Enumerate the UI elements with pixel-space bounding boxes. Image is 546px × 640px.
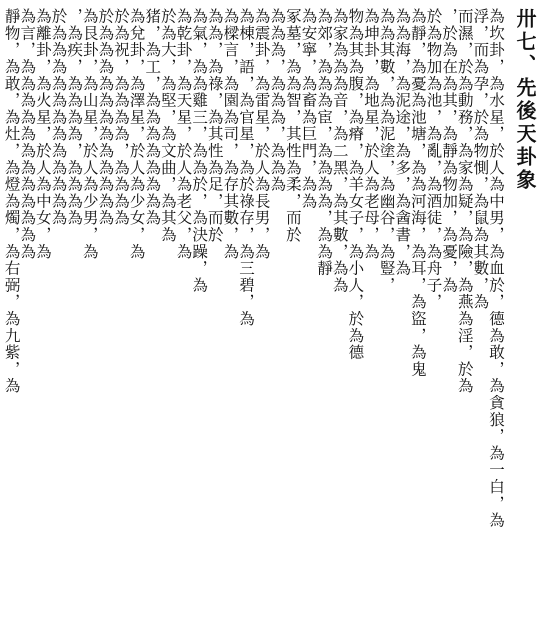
text-column: 為艮卦，為山星，於人為少男，為 (80, 8, 99, 260)
text-column: 於為為為為為為為為為為為為 (96, 8, 115, 227)
text-column: 物為其為腹，為瘠，為羊女子，為小人，於為德 (346, 8, 365, 361)
vertical-text-body (2, 8, 506, 636)
text-column: 為安寧，為畜為巨門，為為 (299, 8, 318, 210)
text-column: 為乾卦，為天星，於人為老父，為 (174, 8, 193, 260)
text-column: 為坎卦，為水星，於人為中男，為血於，德為敢，為貪狼，為一白，為 (487, 8, 505, 529)
text-column: 於為大，為堅，為文曲，為其為 (158, 8, 177, 244)
text-column: 為棟，語，為官星，為於祿存，為三碧，為 (237, 8, 255, 328)
text-column: 於為為為為為為為為為為為為 (49, 8, 68, 227)
text-column: 為為，為祿，為其性為足，而於 (205, 8, 224, 244)
text-column: 為坤卦，為地星，於人為老母，為 (362, 8, 380, 260)
text-column: 冢墓，為為智，其性為柔，而於 (283, 8, 302, 244)
page-title: 卅七、先後天卦象 (513, 8, 537, 192)
text-column: 於為祝，為為為為，為為為為 (112, 8, 130, 227)
text-column: 為兌卦，為澤星，於人為少女，為 (127, 8, 146, 260)
text-column: 為為海，為泥途，為多，為酓書，為 (393, 8, 412, 277)
text-column: 猪，為工，為為為為為為為為 (143, 8, 162, 227)
text-column: 靜物，為敢，為灶，為燈為燭，為右弼，為九紫，為 (2, 8, 21, 395)
text-column: 為氣，為為雞三，為為於，為決躁，為 (190, 8, 209, 294)
text-column: 為家為為為音，為二黑，為其數，為為 (330, 8, 349, 294)
text-column: 為為其數，為為泥塗，為幽谷，為豎， (377, 8, 396, 294)
text-column: ，於為在為其，為靜為物加，為憂，為 (440, 8, 459, 294)
text-column: 為震卦，為雷星，於人為長男，為 (252, 8, 271, 260)
text-column: 為為為，為為為，為為為 (268, 8, 287, 193)
text-column: 為郊，為為為宦，為為為為，為為靜 (315, 8, 334, 277)
text-column: ，為疾，為為為為，為為為為 (65, 8, 84, 227)
text-column: 為離卦，為火星，於人為中女，為 (33, 8, 52, 260)
text-column: 為言，為為為為為為為為為為為為 (18, 8, 37, 260)
text-column: 而濕，於為動務，為家為疑，為險，為燕為淫，於為 (455, 8, 474, 395)
text-column: 為靜，為憂為池塘，為為河海，為耳，為盜，為鬼 (408, 8, 427, 378)
text-column: 浮，而為孕，於為物惻，為鼠為其數，為 (471, 8, 490, 311)
text-column: 為樑言，為園為司，為存其數，為 (221, 8, 240, 260)
text-column: 於為物加為池，為亂，為酒徒，為舟子， (424, 8, 443, 311)
